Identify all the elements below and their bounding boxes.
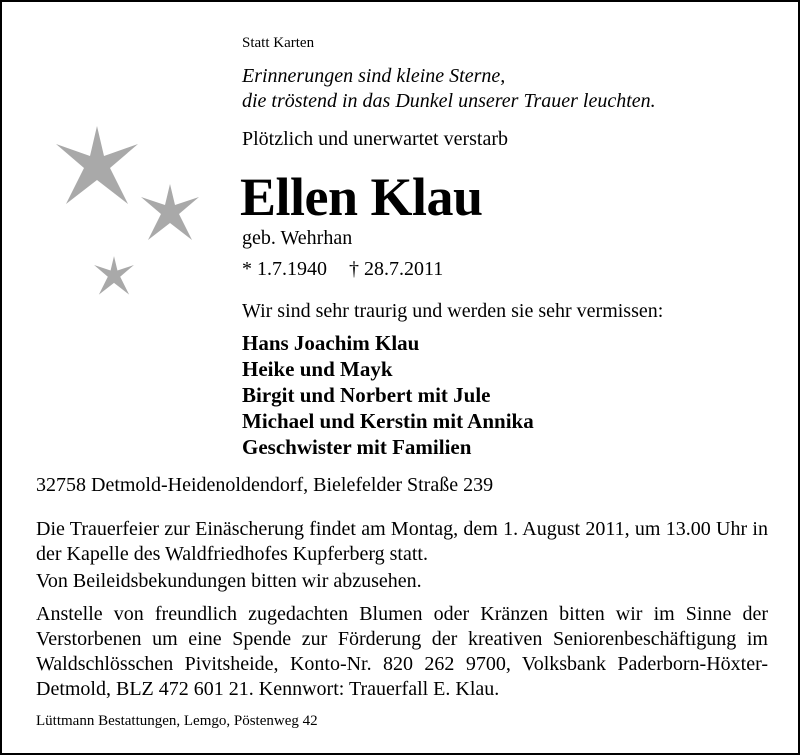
address: 32758 Detmold-Heidenoldendorf, Bielefelder Straße 239 [36,474,494,496]
deceased-name: Ellen Klau [240,167,483,227]
quote-line: die tröstend in das Dunkel unserer Trauer leuchten. [242,90,656,112]
condolence-paragraph: Von Beileidsbekundungen bitten wir abzusehen. [36,570,422,592]
family-member: Michael und Kerstin mit Annika [242,409,534,433]
funeral-paragraph: Die Trauerfeier zur Einäscherung findet am Montag, dem 1. August 2011, um 13.00 Uhr in der Kapelle des Waldfriedhofes Kupferberg statt. [36,518,768,565]
star-icon-large [52,124,142,210]
intro-text: Plötzlich und unerwartet verstarb [242,128,509,150]
family-member: Geschwister mit Familien [242,435,472,459]
star-icon-medium [138,182,202,244]
life-dates [242,258,443,281]
family-member: Birgit und Norbert mit Jule [242,383,491,407]
header-text: Statt Karten [242,35,315,51]
family-member: Heike und Mayk [242,357,393,381]
family-member: Hans Joachim Klau [242,331,420,355]
memorial-quote [242,64,656,114]
family-list [242,330,534,460]
star-icon-small [92,254,136,298]
mourning-text: Wir sind sehr traurig und werden sie sehr vermissen: [242,300,664,322]
death-date: † 28.7.2011 [349,258,444,280]
quote-line: Erinnerungen sind kleine Sterne, [242,65,506,87]
donation-paragraph: Anstelle von freundlich zugedachten Blumen oder Kränzen bitten wir im Sinne der Verstorbenen um eine Spende zur Förderung der kreativen Seniorenbeschäftigung im Waldschlösschen Pivitsheide, Konto-Nr. 820 262 9700, Volksbank Paderborn-Höxter-Detmold, BLZ 472 601 21. Kennwort: Trauerfall E. Klau. [36,603,768,700]
funeral-home-footer: Lüttmann Bestattungen, Lemgo, Pöstenweg 42 [36,713,318,729]
birth-date: * 1.7.1940 [242,258,327,280]
birth-name: geb. Wehrhan [242,227,353,249]
